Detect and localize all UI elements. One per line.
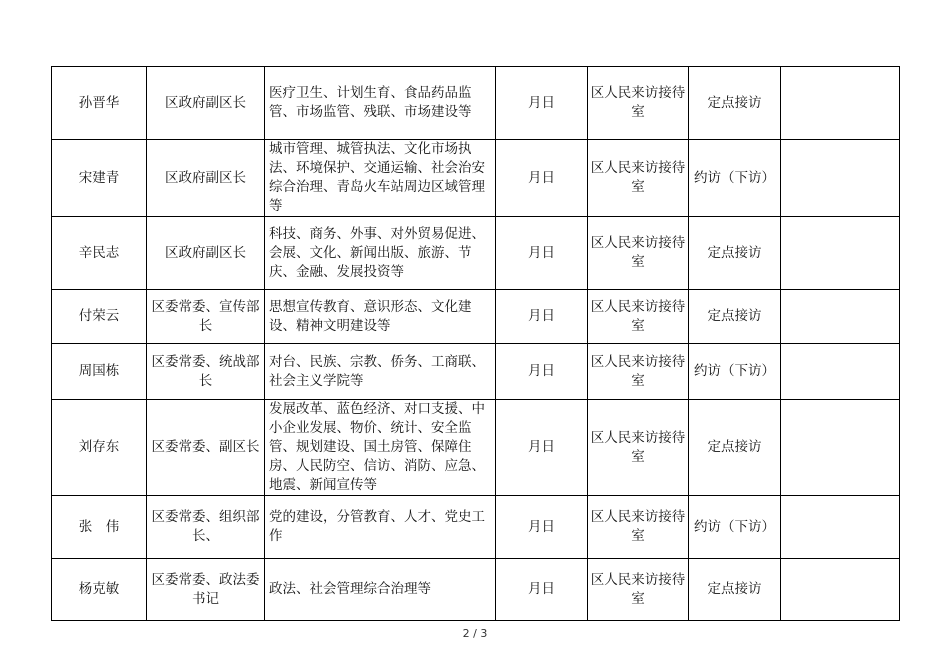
leader-title: 区委常委、宣传部长 bbox=[147, 290, 265, 344]
leader-name: 刘存东 bbox=[52, 400, 147, 496]
leader-title: 区委常委、副区长 bbox=[147, 400, 265, 496]
leader-title: 区政府副区长 bbox=[147, 67, 265, 140]
note-cell bbox=[781, 140, 900, 217]
leader-title: 区委常委、政法委书记 bbox=[147, 559, 265, 621]
place-cell: 区人民来访接待室 bbox=[588, 290, 689, 344]
note-cell bbox=[781, 67, 900, 140]
mode-cell: 定点接访 bbox=[689, 67, 781, 140]
duties-cell: 对台、民族、宗教、侨务、工商联、社会主义学院等 bbox=[265, 344, 496, 400]
duties-cell: 医疗卫生、计划生育、食品药品监管、市场监管、残联、市场建设等 bbox=[265, 67, 496, 140]
duties-cell: 发展改革、蓝色经济、对口支援、中小企业发展、物价、统计、安全监管、规划建设、国土房管、保障住房、人民防空、信访、消防、应急、地震、新闻宣传等 bbox=[265, 400, 496, 496]
duties-cell: 科技、商务、外事、对外贸易促进、会展、文化、新闻出版、旅游、节庆、金融、发展投资等 bbox=[265, 217, 496, 290]
note-cell bbox=[781, 400, 900, 496]
leader-title: 区政府副区长 bbox=[147, 140, 265, 217]
place-cell: 区人民来访接待室 bbox=[588, 217, 689, 290]
leader-name: 张 伟 bbox=[52, 496, 147, 559]
place-cell: 区人民来访接待室 bbox=[588, 496, 689, 559]
date-cell: 月日 bbox=[496, 217, 588, 290]
leader-name: 杨克敏 bbox=[52, 559, 147, 621]
table-row bbox=[52, 290, 900, 344]
duties-cell: 城市管理、城管执法、文化市场执法、环境保护、交通运输、社会治安综合治理、青岛火车站周边区域管理等 bbox=[265, 140, 496, 217]
note-cell bbox=[781, 344, 900, 400]
schedule-table bbox=[51, 66, 900, 621]
leader-title: 区委常委、组织部长、 bbox=[147, 496, 265, 559]
place-cell: 区人民来访接待室 bbox=[588, 344, 689, 400]
place-cell: 区人民来访接待室 bbox=[588, 140, 689, 217]
mode-cell: 约访（下访） bbox=[689, 344, 781, 400]
table-row bbox=[52, 496, 900, 559]
place-cell: 区人民来访接待室 bbox=[588, 400, 689, 496]
leader-name: 孙晋华 bbox=[52, 67, 147, 140]
leader-title: 区政府副区长 bbox=[147, 217, 265, 290]
note-cell bbox=[781, 496, 900, 559]
date-cell: 月日 bbox=[496, 344, 588, 400]
mode-cell: 定点接访 bbox=[689, 400, 781, 496]
mode-cell: 定点接访 bbox=[689, 559, 781, 621]
table-row bbox=[52, 140, 900, 217]
mode-cell: 定点接访 bbox=[689, 290, 781, 344]
date-cell: 月日 bbox=[496, 496, 588, 559]
mode-cell: 约访（下访） bbox=[689, 496, 781, 559]
date-cell: 月日 bbox=[496, 140, 588, 217]
note-cell bbox=[781, 217, 900, 290]
mode-cell: 定点接访 bbox=[689, 217, 781, 290]
table-row bbox=[52, 344, 900, 400]
leader-name: 付荣云 bbox=[52, 290, 147, 344]
table-row bbox=[52, 559, 900, 621]
duties-cell: 思想宣传教育、意识形态、文化建设、精神文明建设等 bbox=[265, 290, 496, 344]
place-cell: 区人民来访接待室 bbox=[588, 559, 689, 621]
date-cell: 月日 bbox=[496, 400, 588, 496]
duties-cell: 政法、社会管理综合治理等 bbox=[265, 559, 496, 621]
note-cell bbox=[781, 559, 900, 621]
mode-cell: 约访（下访） bbox=[689, 140, 781, 217]
table-row bbox=[52, 400, 900, 496]
date-cell: 月日 bbox=[496, 559, 588, 621]
leader-name: 周国栋 bbox=[52, 344, 147, 400]
date-cell: 月日 bbox=[496, 290, 588, 344]
table-row bbox=[52, 217, 900, 290]
leader-name: 辛民志 bbox=[52, 217, 147, 290]
date-cell: 月日 bbox=[496, 67, 588, 140]
note-cell bbox=[781, 290, 900, 344]
place-cell: 区人民来访接待室 bbox=[588, 67, 689, 140]
leader-name: 宋建青 bbox=[52, 140, 147, 217]
leader-title: 区委常委、统战部长 bbox=[147, 344, 265, 400]
table-row bbox=[52, 67, 900, 140]
duties-cell: 党的建设，分管教育、人才、党史工作 bbox=[265, 496, 496, 559]
page-number: 2 / 3 bbox=[462, 627, 488, 640]
